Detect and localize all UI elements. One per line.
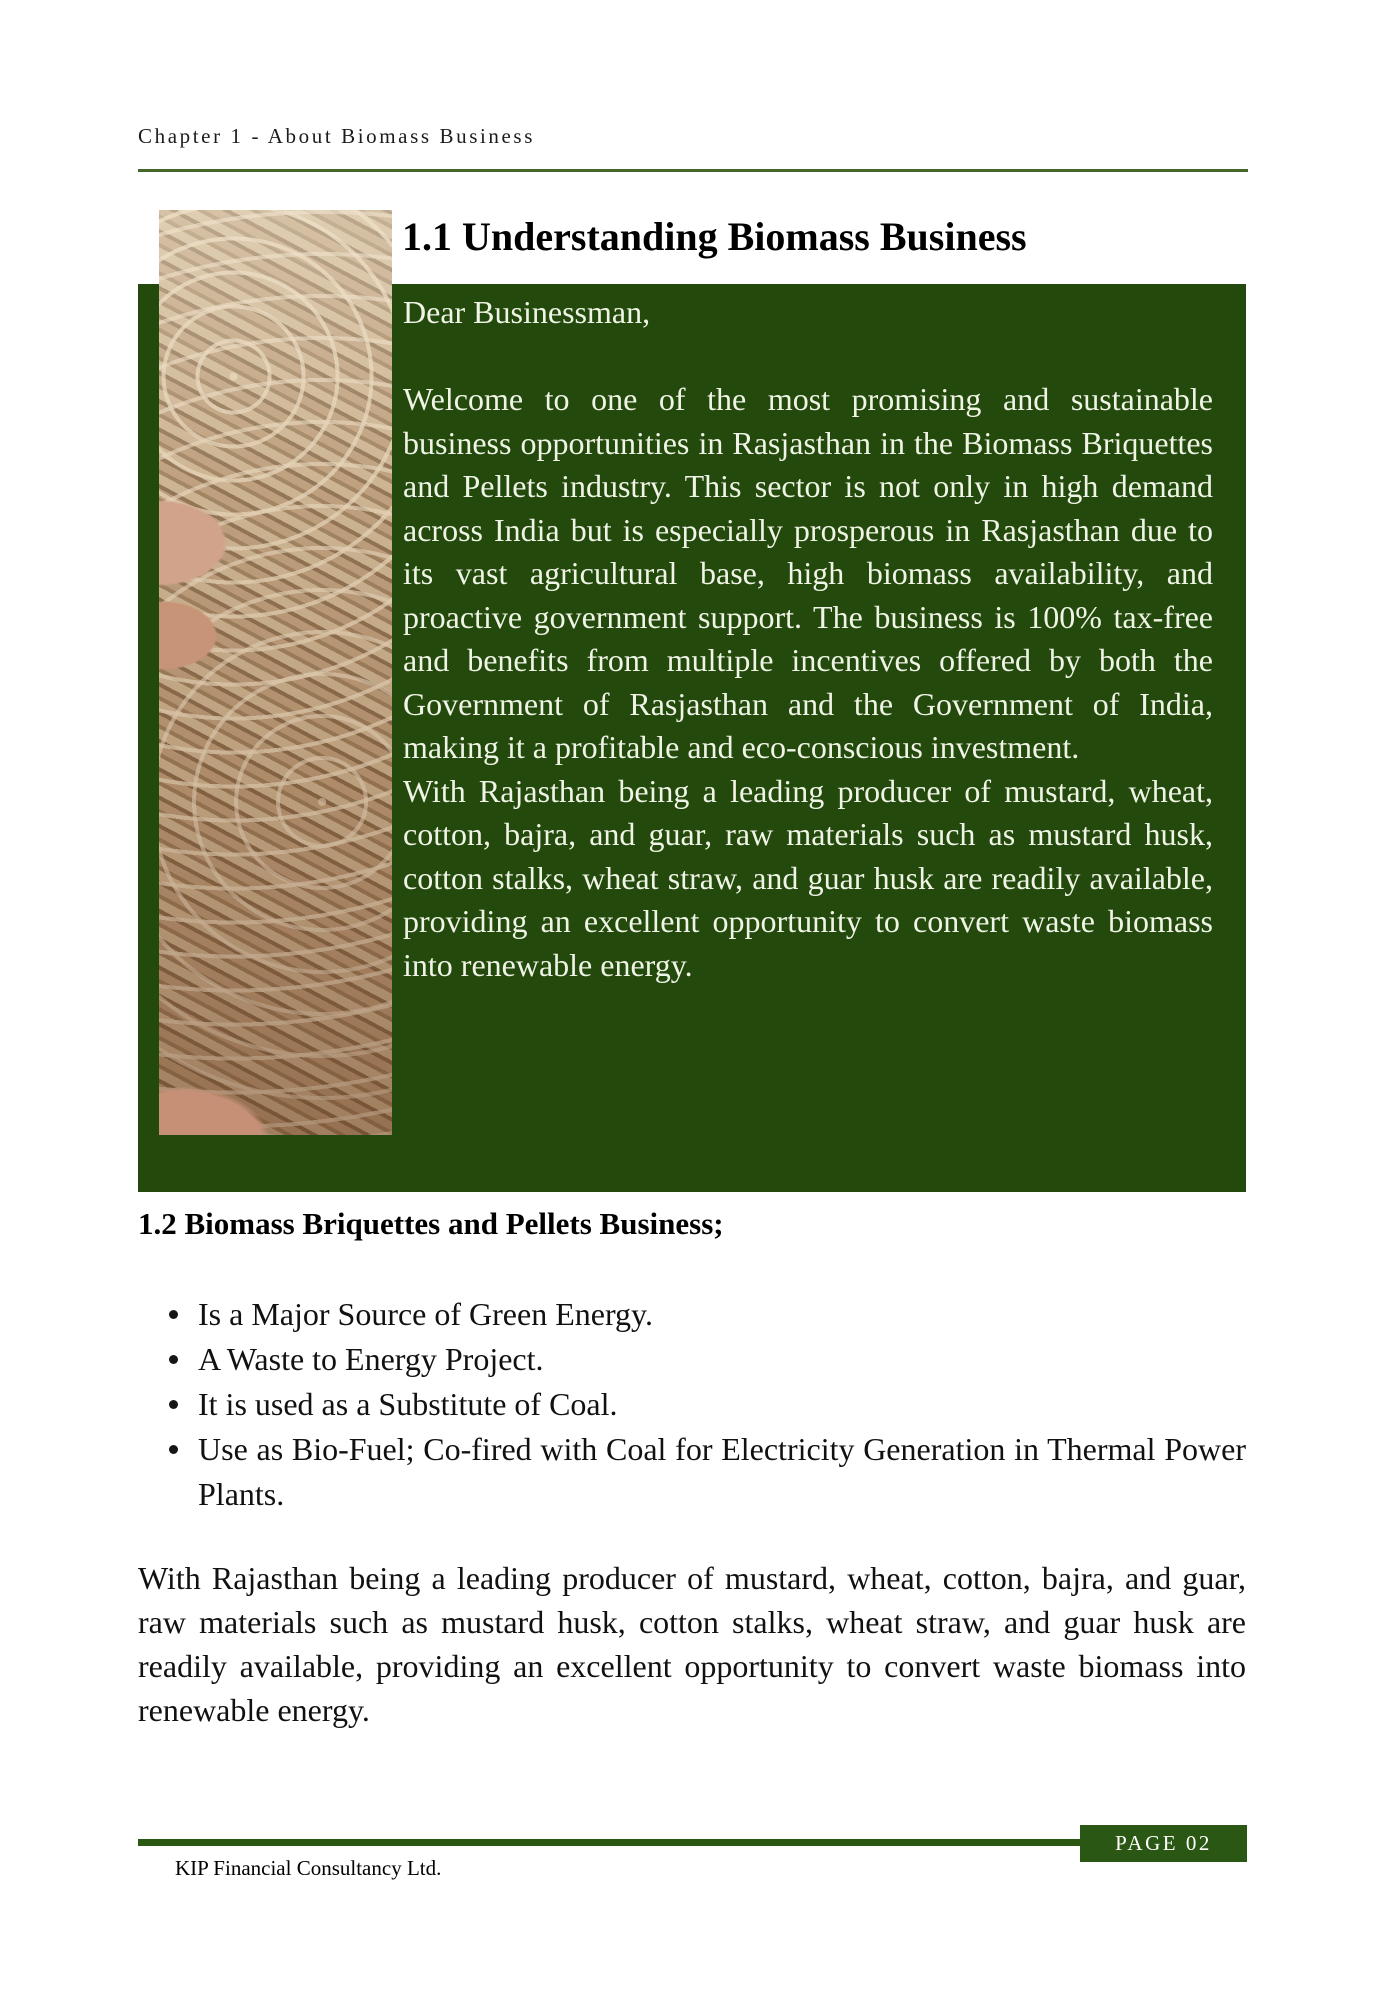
header-rule (138, 169, 1248, 172)
bullet-icon (169, 1355, 178, 1364)
salutation: Dear Businessman, (403, 294, 651, 330)
panel-paragraph-1: Welcome to one of the most promising and sustainable business opportunities in Rasjasthan in the Biomass Briquettes and Pellets industry. This sector is not only in high demand across India but is especially prosperous in Rasjasthan due to its vast agricultural base, high biomass availability, and proactive government support. The business is 100% tax-free and benefits from multiple incentives offered by both the Government of Rasjasthan and the Government of India, making it a profitable and eco-conscious investment. (403, 381, 1213, 765)
footer-rule (138, 1839, 1080, 1846)
list-item-text: Use as Bio-Fuel; Co-fired with Coal for Electricity Generation in Thermal Power Plants. (198, 1431, 1246, 1512)
closing-paragraph: With Rajasthan being a leading producer of mustard, wheat, cotton, bajra, and guar, raw materials such as mustard husk, cotton stalks, wheat straw, and guar husk are readily available, providing an excellent opportunity to convert waste biomass into renewable energy. (138, 1560, 1246, 1728)
list-item (138, 1337, 1246, 1382)
chapter-heading: Chapter 1 - About Biomass Business (138, 124, 535, 148)
bullet-icon (169, 1445, 178, 1454)
section-1-title: 1.1 Understanding Biomass Business (402, 214, 1027, 259)
list-item-text: A Waste to Energy Project. (198, 1341, 544, 1377)
company-name: KIP Financial Consultancy Ltd. (175, 1856, 442, 1880)
panel-paragraph-2: With Rajasthan being a leading producer of mustard, wheat, cotton, bajra, and guar, raw materials such as mustard husk, cotton stalks, wheat straw, and guar husk are readily available, providing an excellent opportunity to convert waste biomass into renewable energy. (403, 772, 1213, 983)
page-number-badge: PAGE 02 (1080, 1825, 1247, 1862)
green-panel-text (403, 291, 1213, 987)
list-item (138, 1427, 1246, 1517)
list-item-text: It is used as a Substitute of Coal. (198, 1386, 618, 1422)
biomass-pellets-image (159, 210, 392, 1135)
bullet-icon (169, 1310, 178, 1319)
list-item (138, 1382, 1246, 1427)
bullet-icon (169, 1400, 178, 1409)
list-item-text: Is a Major Source of Green Energy. (198, 1296, 653, 1332)
section-2-title: 1.2 Biomass Briquettes and Pellets Business; (138, 1206, 724, 1241)
list-item (138, 1292, 1246, 1337)
benefits-list (138, 1292, 1248, 1517)
